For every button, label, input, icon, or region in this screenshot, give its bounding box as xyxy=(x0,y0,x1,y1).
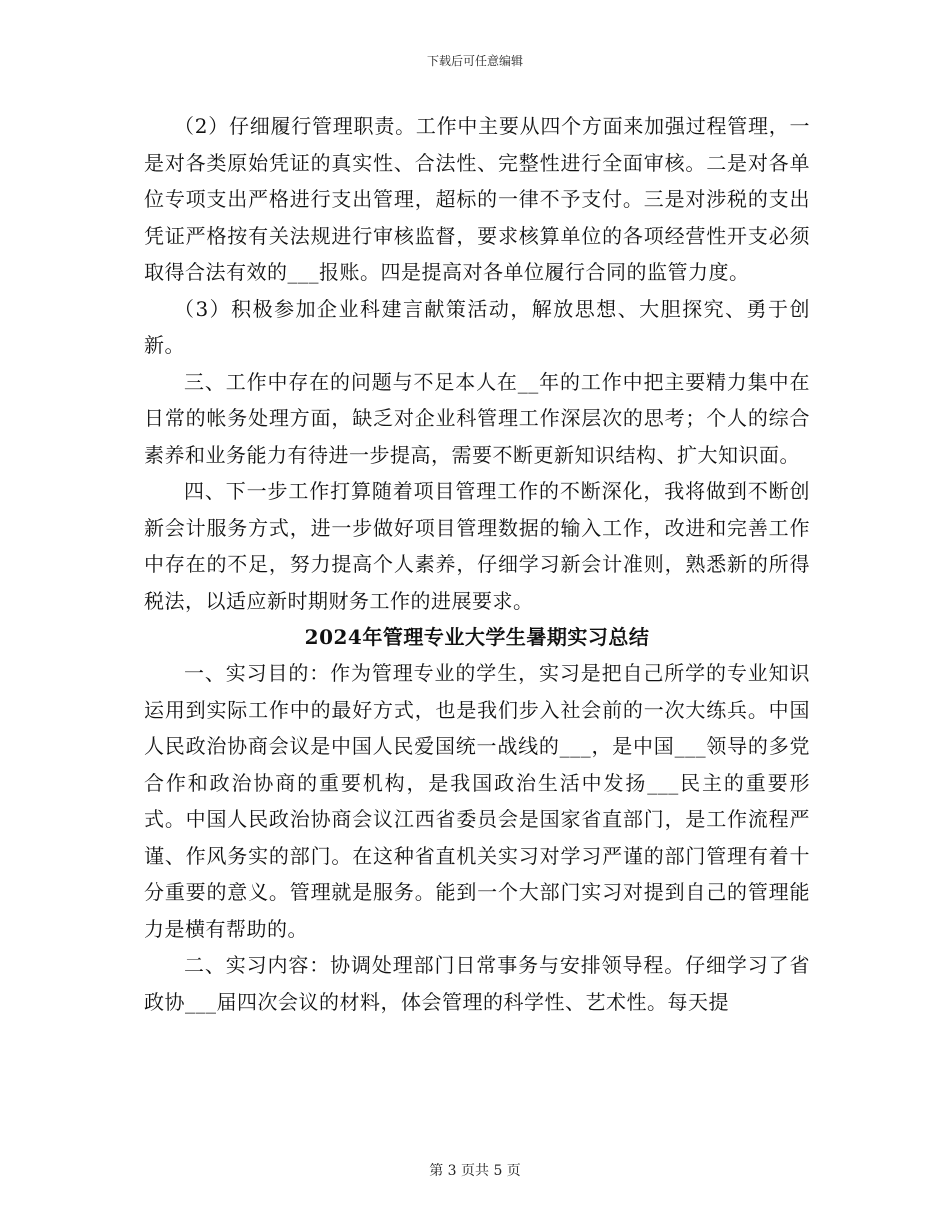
paragraph-duties: （2）仔细履行管理职责。工作中主要从四个方面来加强过程管理，一是对各类原始凭证的真实性、合法性、完整性进行全面审核。二是对各单位专项支出严格进行支出管理，超标的一律不予支付。三是对涉税的支出凭证严格按有关法规进行审核监督，要求核算单位的各项经营性开支必须取得合法有效的___报账。四是提高对各单位履行合同的监管力度。 xyxy=(144,114,810,284)
paragraph-internship-purpose: 一、实习目的：作为管理专业的学生，实习是把自己所学的专业知识运用到实际工作中的最好方式，也是我们步入社会前的一次大练兵。中国人民政治协商会议是中国人民爱国统一战线的___，是中国___领导的多党合作和政治协商的重要机构，是我国政治生活中发扬___民主的重要形式。中国人民政治协商会议江西省委员会是国家省直部门，是工作流程严谨、作风务实的部门。在这种省直机关实习对学习严谨的部门管理有着十分重要的意义。管理就是服务。能到一个大部门实习对提到自己的管理能力是横有帮助的。 xyxy=(144,661,810,941)
page-footer: 第 3 页共 5 页 xyxy=(429,1163,521,1179)
page-header: 下载后可任意编辑 xyxy=(426,54,523,68)
paragraph-next-steps: 四、下一步工作打算随着项目管理工作的不断深化，我将做到不断创新会计服务方式，进一步做好项目管理数据的输入工作，改进和完善工作中存在的不足，努力提高个人素养，仔细学习新会计准则，熟悉新的所得税法，以适应新时期财务工作的进展要求。 xyxy=(144,479,810,613)
paragraph-internship-content: 二、实习内容：协调处理部门日常事务与安排领导程。仔细学习了省政协___届四次会议的材料，体会管理的科学性、艺术性。每天提 xyxy=(144,953,810,1014)
paragraph-suggestions: （3）积极参加企业科建言献策活动，解放思想、大胆探究、勇于创新。 xyxy=(144,296,810,357)
paragraph-problems: 三、工作中存在的问题与不足本人在__年的工作中把主要精力集中在日常的帐务处理方面，缺乏对企业科管理工作深层次的思考；个人的综合素养和业务能力有待进一步提高，需要不断更新知识结构、扩大知识面。 xyxy=(144,369,810,467)
document-body xyxy=(144,108,810,1020)
section-title: 2024年管理专业大学生暑期实习总结 xyxy=(304,625,650,649)
